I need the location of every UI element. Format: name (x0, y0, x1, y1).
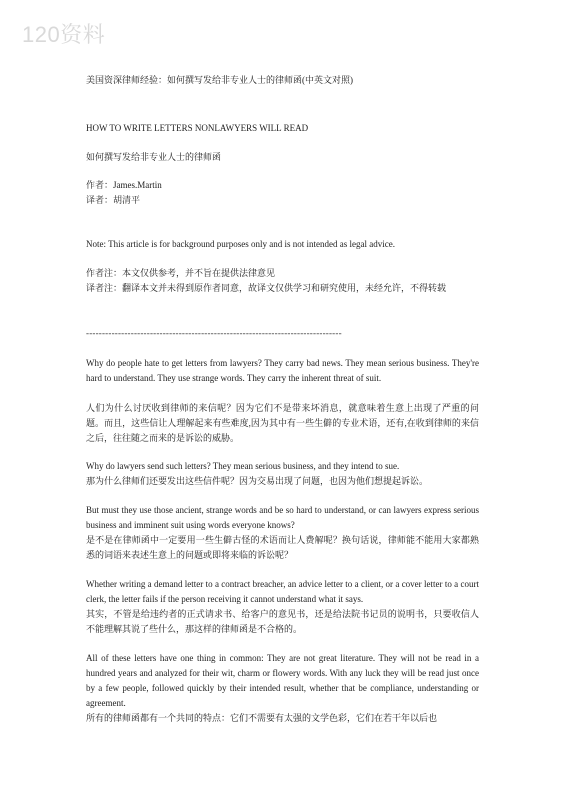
paragraph-5-english: All of these letters have one thing in common: They are not great literature. They will not be read in a hundred years and analyzed for their wit, charm or flowery words. With any luck they will be read just once by a few people, followed quickly by their intended result, whether that be compliance, understanding or agreement. (86, 653, 479, 708)
author-line: 作者：James.Martin (86, 180, 162, 190)
watermark-logo: 120资料 (22, 22, 106, 47)
paragraph-2-english: Why do lawyers send such letters? They mean serious business, and they intend to sue. (86, 461, 400, 471)
chinese-title: 如何撰写发给非专业人士的律师函 (86, 152, 222, 162)
paragraph-4-chinese: 其实，不管是给违约者的正式请求书、给客户的意见书，还是给法院书记员的说明书，只要收信人不能理解其说了些什么，那这样的律师函是不合格的。 (86, 609, 479, 634)
paragraph-1-english: Why do people hate to get letters from lawyers? They carry bad news. They mean serious business. They're hard to understand. They use strange words. They carry the inherent threat of suit. (86, 358, 479, 383)
note-translator-chinese: 译者注：翻译本文并未得到原作者同意，故译文仅供学习和研究使用，未经允许，不得转载 (86, 283, 447, 293)
paragraph-4-english: Whether writing a demand letter to a contract breacher, an advice letter to a client, or a cover letter to a court clerk, the letter fails if the person receiving it cannot understand what it says. (86, 579, 479, 604)
paragraph-2-chinese: 那为什么律师们还要发出这些信件呢？因为交易出现了问题，也因为他们想提起诉讼。 (86, 476, 429, 486)
header-title: 美国资深律师经验：如何撰写发给非专业人士的律师函(中英文对照) (86, 75, 353, 85)
paragraph-3-english: But must they use those ancient, strange words and be so hard to understand, or can lawyers express serious business and imminent suit using words everyone knows? (86, 505, 479, 530)
translator-line: 译者：胡清平 (86, 195, 141, 205)
english-title: HOW TO WRITE LETTERS NONLAWYERS WILL READ (86, 123, 309, 133)
divider-line: -------------------------------------------------------------------------------- (86, 328, 342, 338)
paragraph-3-chinese: 是不是在律师函中一定要用一些生僻古怪的术语而让人费解呢？换句话说，律师能不能用大家都熟悉的词语来表述生意上的问题或即将来临的诉讼呢？ (86, 535, 479, 560)
note-english: Note: This article is for background purposes only and is not intended as legal advice. (86, 239, 396, 249)
paragraph-1-chinese: 人们为什么讨厌收到律师的来信呢？因为它们不是带来坏消息，就意味着生意上出现了严重的问题。而且，这些信让人理解起来有些难度,因为其中有一些生僻的专业术语，还有,在收到律师的来信之后，往往随之而来的是诉讼的威胁。 (86, 403, 479, 443)
note-author-chinese: 作者注：本文仅供参考，并不旨在提供法律意见 (86, 268, 276, 278)
paragraph-5-chinese: 所有的律师函都有一个共同的特点：它们不需要有太强的文学色彩，它们在若干年以后也 (86, 713, 438, 723)
